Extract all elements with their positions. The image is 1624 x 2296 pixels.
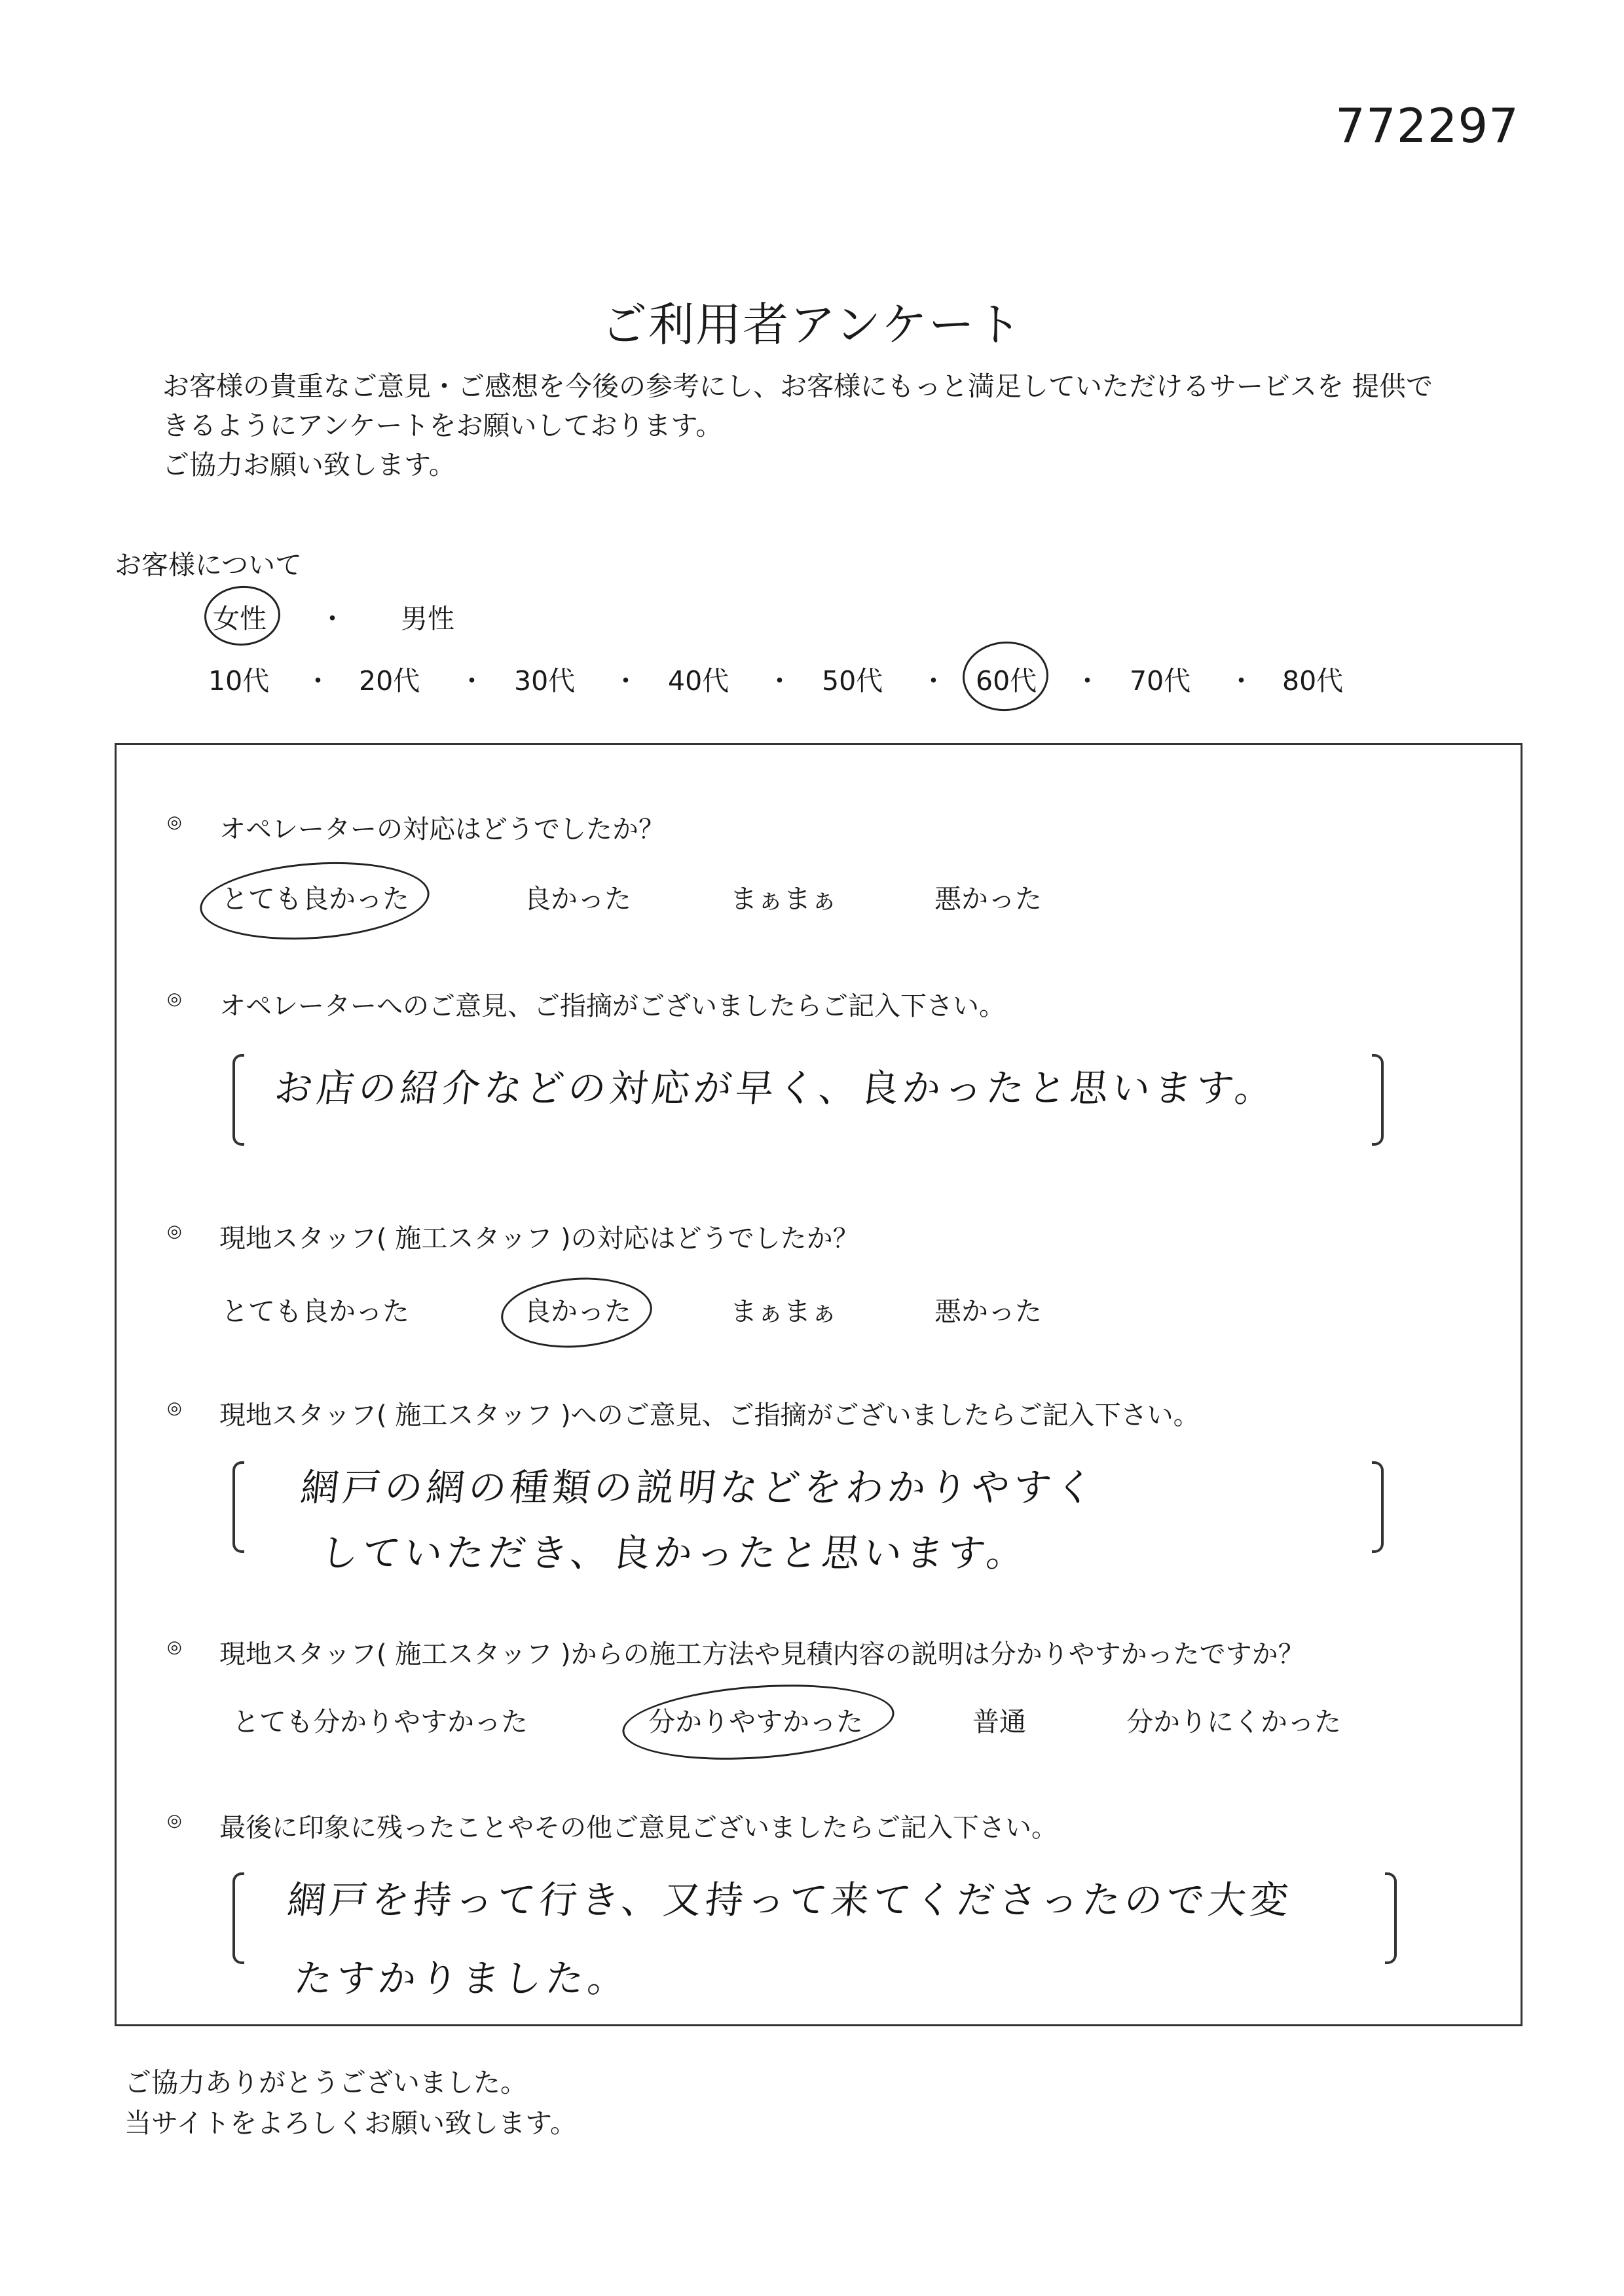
answer-bracket-right — [1385, 1872, 1397, 1964]
bullet-mark: ◎ — [167, 1398, 182, 1418]
document-id: 772297 — [1335, 98, 1519, 153]
gender-separator: ・ — [319, 603, 346, 634]
answer-bracket-left — [232, 1054, 244, 1146]
gender-option-female[interactable]: 女性 — [213, 603, 267, 634]
handwritten-answer-line-1: 網戸を持って行き、又持って来てくださったので大変 — [285, 1878, 1295, 1922]
question-5-text: 現地スタッフ( 施工スタッフ )からの施工方法や見積内容の説明は分かりやすかったですか？ — [219, 1639, 1304, 1669]
age-option-80s[interactable]: 80代 — [1282, 665, 1344, 697]
question-1-text: オペレーターの対応はどうでしたか？ — [219, 814, 665, 845]
intro-line-1: お客様の貴重なご意見・ご感想を今後の参考にし、お客様にもっと満足していただけるサービスを 提供で — [162, 371, 1433, 402]
q1-option-okay[interactable]: まぁまぁ — [730, 883, 838, 915]
q1-option-very-good[interactable]: とても良かった — [221, 883, 409, 915]
age-option-60s[interactable]: 60代 — [976, 665, 1037, 697]
age-option-20s[interactable]: 20代 — [359, 665, 420, 697]
age-separator: ・ — [612, 665, 639, 697]
question-1-options — [0, 877, 1624, 917]
q3-option-bad[interactable]: 悪かった — [934, 1296, 1042, 1327]
age-separator: ・ — [766, 665, 793, 697]
question-3-text: 現地スタッフ( 施工スタッフ )の対応はどうでしたか？ — [219, 1224, 859, 1254]
age-separator: ・ — [1074, 665, 1101, 697]
handwritten-answer: お店の紹介などの対応が早く、良かったと思います。 — [272, 1066, 1280, 1110]
question-4-text: 現地スタッフ( 施工スタッフ )へのご意見、ご指摘がございましたらご記入下さい。 — [219, 1400, 1200, 1430]
answer-bracket-right — [1372, 1054, 1384, 1146]
bullet-mark: ◎ — [167, 1637, 182, 1657]
question-5-options — [0, 1700, 1624, 1740]
q3-option-very-good[interactable]: とても良かった — [221, 1296, 409, 1327]
age-option-70s[interactable]: 70代 — [1130, 665, 1191, 697]
bullet-mark: ◎ — [167, 812, 182, 832]
footer-text — [124, 2062, 577, 2143]
footer-line-1: ご協力ありがとうございました。 — [124, 2067, 527, 2098]
bullet-mark: ◎ — [167, 1811, 182, 1831]
handwritten-answer-line-2: していただき、良かったと思います。 — [318, 1531, 1031, 1575]
age-options — [0, 659, 1624, 699]
intro-text — [162, 367, 1433, 484]
age-option-40s[interactable]: 40代 — [668, 665, 729, 697]
answer-bracket-left — [232, 1461, 244, 1553]
q1-option-good[interactable]: 良かった — [524, 883, 631, 915]
bullet-mark: ◎ — [167, 1222, 182, 1241]
q1-option-bad[interactable]: 悪かった — [934, 883, 1042, 915]
question-3-options — [0, 1290, 1624, 1329]
question-6-text: 最後に印象に残ったことやその他ご意見ございましたらご記入下さい。 — [219, 1813, 1058, 1843]
gender-option-male[interactable]: 男性 — [401, 603, 454, 634]
q3-option-okay[interactable]: まぁまぁ — [730, 1296, 838, 1327]
age-separator: ・ — [458, 665, 485, 697]
intro-line-3: ご協力お願い致します。 — [162, 449, 456, 481]
answer-bracket-left — [232, 1872, 244, 1964]
handwritten-answer-line-2: たすかりました。 — [291, 1956, 633, 2001]
age-option-50s[interactable]: 50代 — [822, 665, 883, 697]
q5-option-unclear[interactable]: 分かりにくかった — [1126, 1706, 1341, 1738]
q3-option-good[interactable]: 良かった — [524, 1296, 631, 1327]
page-title: ご利用者アンケート — [601, 298, 1023, 352]
answer-bracket-right — [1372, 1461, 1384, 1553]
age-separator: ・ — [920, 665, 947, 697]
age-option-30s[interactable]: 30代 — [514, 665, 576, 697]
q5-option-normal[interactable]: 普通 — [972, 1706, 1026, 1738]
bullet-mark: ◎ — [167, 989, 182, 1009]
footer-line-2: 当サイトをよろしくお願い致します。 — [124, 2107, 577, 2139]
gender-options — [0, 597, 1624, 636]
customer-heading: お客様について — [115, 549, 303, 581]
age-separator: ・ — [1228, 665, 1255, 697]
handwritten-answer-line-1: 網戸の網の種類の説明などをわかりやすく — [298, 1465, 1100, 1510]
q5-option-very-clear[interactable]: とても分かりやすかった — [232, 1706, 528, 1738]
intro-line-2: きるようにアンケートをお願いしております。 — [162, 410, 723, 441]
age-separator: ・ — [304, 665, 331, 697]
q5-option-clear[interactable]: 分かりやすかった — [648, 1706, 863, 1738]
question-2-text: オペレーターへのご意見、ご指摘がございましたらご記入下さい。 — [219, 991, 1005, 1021]
age-option-10s[interactable]: 10代 — [208, 665, 270, 697]
